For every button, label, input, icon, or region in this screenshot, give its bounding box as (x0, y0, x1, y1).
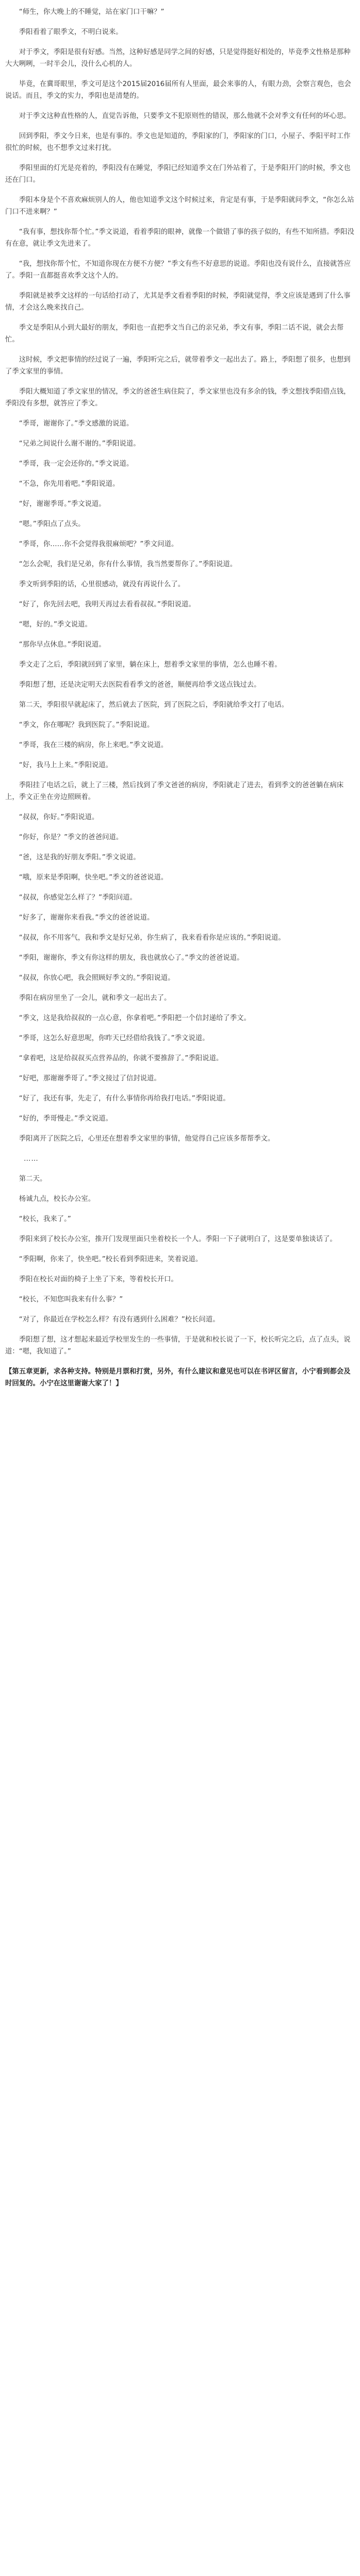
article-paragraph: “好，谢谢季哥。”季文说道。 (19, 500, 106, 508)
article-paragraph: 这时候，季文把事情的经过说了一遍，季阳听完之后，就带着季文一起出去了。路上，季阳想了很多，也想到了季文家里的事情。 (5, 356, 351, 376)
article-paragraph: “你好，你是？”季文的爸爸问道。 (19, 834, 123, 841)
article-paragraph: “好的，季哥慢走。”季文说道。 (19, 1115, 113, 1123)
article-paragraph: 季阳在校长对面的椅子上坐了下来，等着校长开口。 (19, 1276, 178, 1283)
article-paragraph: 季文走了之后，季阳就回到了家里，躺在床上，想着季文家里的事情，怎么也睡不着。 (19, 661, 282, 669)
scene-separator: …… (24, 1155, 39, 1163)
article-paragraph: “爸，这是我的好朋友季阳。”季文说道。 (19, 854, 140, 861)
article-paragraph: “季哥，你……你不会觉得我很麻烦吧？”季文问道。 (19, 540, 178, 548)
article-paragraph: 季文是季阳从小到大最好的朋友，季阳也一直把季文当自己的亲兄弟，季文有事，季阳二话不说，就会去帮忙。 (5, 324, 344, 344)
article-paragraph: “不急，你先用着吧。”季阳说道。 (19, 480, 120, 488)
article-paragraph: “季哥，我一定会还你的。”季文说道。 (19, 460, 134, 468)
article-paragraph: 季阳大概知道了季文家里的情况，季文的爸爸生病住院了，季文家里也没有多余的钱，季文想找季阳借点钱，季阳没有多想，就答应了季文。 (5, 388, 351, 408)
article-paragraph: 季阳想了想，这才想起来最近学校里发生的一些事情，于是就和校长说了一下，校长听完之后，点了点头，说道：“嗯，我知道了。” (5, 1336, 351, 1355)
article-paragraph: 杨诚九点，校长办公室。 (19, 1195, 95, 1203)
article-paragraph: 季阳本身是个不喜欢麻烦别人的人，他也知道季文这个时候过来，肯定是有事，于是季阳就问季文，“你怎么站门口不进来啊？” (5, 196, 354, 216)
article-paragraph: 季阳离开了医院之后，心里还在想着季文家里的事情，他觉得自己应该多帮帮季文。 (19, 1135, 275, 1143)
article-paragraph: “叔叔，你不用客气，我和季文是好兄弟，你生病了，我来看看你是应该的。”季阳说道。 (19, 934, 285, 942)
article-paragraph: “怎么会呢，我们是兄弟，你有什么事情，我当然要帮你了。”季阳说道。 (19, 561, 237, 568)
article-paragraph: “兄弟之间说什么谢不谢的。”季阳说道。 (19, 440, 140, 448)
article-paragraph: 季阳里面的灯光是亮着的，季阳没有在睡觉，季阳已经知道季文在门外站着了，于是季阳开门的时候，季文也还在门口。 (5, 164, 351, 184)
article-paragraph: “哦，原来是季阳啊，快坐吧。”季文的爸爸说道。 (19, 874, 168, 882)
article-paragraph: “叔叔，你感觉怎么样了？”季阳问道。 (19, 894, 137, 902)
article-paragraph: “季阳，谢谢你，季文有你这样的朋友，我也就放心了。”季文的爸爸说道。 (19, 954, 244, 962)
article-paragraph: “我，想找你帮个忙，不知道你现在方便不方便？”季文有些不好意思的说道。季阳也没有说什么，直接就答应了。季阳一直都挺喜欢季文这个人的。 (5, 260, 351, 280)
article-paragraph: 季阳在病房里坐了一会儿，就和季文一起出去了。 (19, 994, 171, 1002)
article-paragraph: “师生，你大晚上的不睡觉，站在家门口干嘛？” (19, 8, 165, 16)
article-paragraph: “嗯，好的。”季文说道。 (19, 621, 92, 629)
article-paragraph: “对了，你最近在学校怎么样？有没有遇到什么困难？”校长问道。 (19, 1316, 220, 1324)
article-paragraph: 季文听到季阳的话，心里很感动，就没有再说什么了。 (19, 581, 185, 588)
article-paragraph: “季哥，谢谢你了。”季文感激的说道。 (19, 420, 134, 428)
article-paragraph: “好，我马上上来。”季阳说道。 (19, 761, 113, 769)
article-paragraph: 第二天。 (19, 1175, 47, 1183)
article-paragraph: 季阳看着了眼季文，不明白说来。 (19, 28, 123, 36)
article-paragraph: “季文，你在哪呢？我到医院了。”季阳说道。 (19, 721, 154, 729)
article-paragraph: 季阳想了想，还是决定明天去医院看看季文的爸爸，顺便再给季文送点钱过去。 (19, 681, 261, 689)
article-paragraph: 第二天，季阳很早就起床了，然后就去了医院，到了医院之后，季阳就给季文打了电话。 (19, 701, 289, 709)
article-paragraph: “好了，我还有事，先走了，有什么事情你再给我打电话。”季阳说道。 (19, 1095, 230, 1103)
article-paragraph: 回到季阳，季文今日来，也是有事的。季文也是知道的，季阳家的门，季阳家的门口，小屋子、季阳平时工作很忙的时候，也不想季文过来打扰。 (5, 132, 351, 152)
article-paragraph: “好了，你先回去吧，我明天再过去看看叔叔。”季阳说道。 (19, 601, 195, 608)
article-paragraph: “那你早点休息。”季阳说道。 (19, 641, 106, 649)
article-paragraph: “季哥，我在三楼的病房，你上来吧。”季文说道。 (19, 741, 168, 749)
article-paragraph: “校长，我来了。” (19, 1215, 71, 1223)
article-paragraph: 对于季文这种直性格的人，直觉告诉他，只要季文不犯原则性的错误，那么他就不会对季文有任何的坏心思。 (19, 112, 351, 120)
article-paragraph: “嗯。”季阳点了点头。 (19, 520, 85, 528)
article-paragraph: “季阳啊，你来了，快坐吧。”校长看到季阳进来，笑着说道。 (19, 1256, 203, 1263)
article-paragraph: “好多了，谢谢你来看我。”季文的爸爸说道。 (19, 914, 154, 922)
article-paragraph: “好吧，那谢谢季哥了。”季文接过了信封说道。 (19, 1075, 161, 1082)
article-paragraph: “校长，不知您叫我来有什么事？” (19, 1296, 123, 1303)
article-paragraph: 毕竟，在冀哥眼里，季文可是这个2015届2016届所有人里面，最会来事的人，有眼力劲，会察言观色，也会说话。而且，季文的实力，季阳也是清楚的。 (5, 80, 351, 100)
article-paragraph: “叔叔，你放心吧，我会照顾好季文的。”季阳说道。 (19, 974, 175, 982)
article-body (0, 6, 360, 1389)
article-paragraph: 季阳就是被季文这样的一句话给打动了，尤其是季文看着季阳的时候，季阳就觉得，季文应该是遇到了什么事情，才会这么晚来找自己。 (5, 292, 351, 312)
article-paragraph: 对于季文，季阳是很有好感。当然，这种好感是同学之间的好感，只是觉得挺好相处的，毕竟季文性格是那种大大咧咧，一时半会儿，没什么心机的人。 (5, 48, 351, 68)
article-paragraph: “季哥，这怎么好意思呢，你昨天已经借给我钱了。”季文说道。 (19, 1035, 209, 1042)
article-paragraph: “季文，这是我给叔叔的一点心意，你拿着吧。”季阳把一个信封递给了季文。 (19, 1014, 251, 1022)
article-paragraph: 季阳来到了校长办公室，推开门发现里面只坐着校长一个人。季阳一下子就明白了，这是要单独谈话了。 (19, 1235, 337, 1243)
article-paragraph: “叔叔，你好。”季阳说道。 (19, 814, 99, 821)
author-note: 【第五章更新，求各种支持。特别是月票和打赏，另外，有什么建议和意见也可以在书评区留言，小宁看到都会及时回复的。小宁在这里谢谢大家了！】 (5, 1368, 351, 1387)
article-paragraph: 季阳挂了电话之后，就上了三楼，然后找到了季文爸爸的病房，季阳就走了进去，看到季文的爸爸躺在病床上，季文正坐在旁边照顾着。 (5, 782, 344, 801)
article-paragraph: “拿着吧，这是给叔叔买点营养品的，你就不要推辞了。”季阳说道。 (19, 1055, 223, 1062)
article-paragraph: “我有事，想找你帮个忙。”季文说道，看着季阳的眼神，就像一个做错了事的孩子似的，有些不知所措。季阳没有在意，就让季文先进来了。 (5, 228, 354, 248)
